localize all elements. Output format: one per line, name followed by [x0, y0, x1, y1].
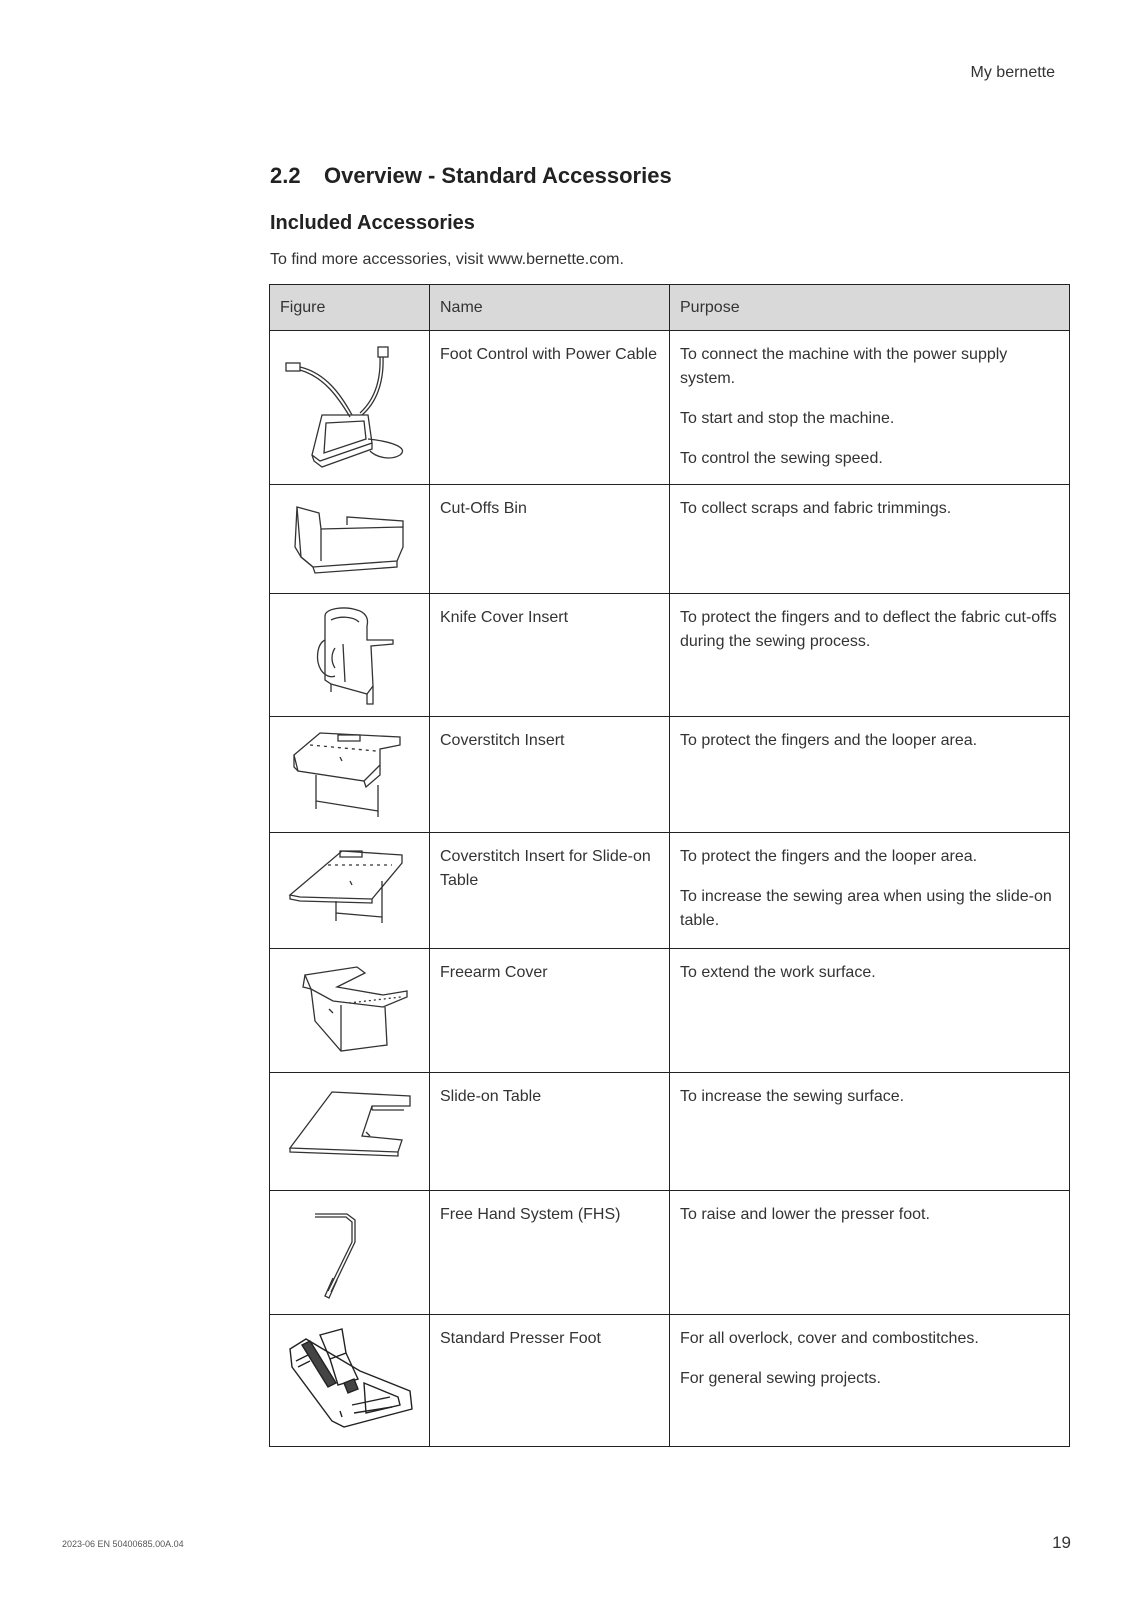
- foot-control-icon: [280, 343, 420, 473]
- table-row: [270, 717, 1070, 833]
- accessories-table: [269, 284, 1070, 1447]
- table-row: [270, 1073, 1070, 1191]
- page-number: 19: [1052, 1533, 1071, 1552]
- table-row: [270, 594, 1070, 717]
- section-number: 2.2: [270, 163, 301, 188]
- coverstitch-insert-slide-on-icon: [280, 841, 420, 941]
- figure-cell: [270, 1315, 430, 1447]
- figure-cell: [270, 594, 430, 717]
- accessory-name: Slide-on Table: [430, 1073, 670, 1191]
- purpose-line: For all overlock, cover and combostitches.: [680, 1330, 979, 1347]
- coverstitch-insert-icon: [280, 725, 420, 825]
- accessory-name: Standard Presser Foot: [430, 1315, 670, 1447]
- slide-on-table-icon: [280, 1082, 420, 1182]
- accessory-purpose: [670, 1191, 1070, 1315]
- header-purpose: Purpose: [670, 285, 1070, 331]
- accessory-name: Coverstitch Insert for Slide-on Table: [430, 833, 670, 949]
- table-row: [270, 949, 1070, 1073]
- accessory-name: Coverstitch Insert: [430, 717, 670, 833]
- accessory-purpose: [670, 594, 1070, 717]
- accessory-name: Free Hand System (FHS): [430, 1191, 670, 1315]
- accessory-purpose: [670, 717, 1070, 833]
- table-row: [270, 1191, 1070, 1315]
- table-row: [270, 1315, 1070, 1447]
- purpose-line: To protect the fingers and the looper area.: [680, 732, 978, 749]
- section-title: [270, 163, 672, 189]
- knife-cover-insert-icon: [295, 600, 405, 710]
- figure-cell: [270, 833, 430, 949]
- accessory-purpose: [670, 949, 1070, 1073]
- intro-text: To find more accessories, visit www.bernette.com.: [270, 251, 624, 268]
- accessory-purpose: [670, 331, 1070, 485]
- header-figure: Figure: [270, 285, 430, 331]
- purpose-line: To increase the sewing surface.: [680, 1088, 905, 1105]
- cut-offs-bin-icon: [285, 499, 415, 579]
- section-title-text: Overview - Standard Accessories: [324, 163, 672, 188]
- accessory-purpose: [670, 1073, 1070, 1191]
- table-row: [270, 331, 1070, 485]
- purpose-line: To connect the machine with the power supply system.: [680, 346, 1008, 387]
- purpose-line: For general sewing projects.: [680, 1370, 881, 1387]
- figure-cell: [270, 331, 430, 485]
- accessory-name: Knife Cover Insert: [430, 594, 670, 717]
- figure-cell: [270, 1073, 430, 1191]
- subsection-title: Included Accessories: [270, 212, 475, 234]
- accessory-purpose: [670, 1315, 1070, 1447]
- table-row: [270, 833, 1070, 949]
- accessory-purpose: [670, 833, 1070, 949]
- document-code: 2023-06 EN 50400685.00A.04: [62, 1539, 184, 1549]
- running-header: My bernette: [970, 64, 1055, 81]
- accessory-purpose: [670, 485, 1070, 594]
- purpose-line: To collect scraps and fabric trimmings.: [680, 500, 952, 517]
- purpose-line: To raise and lower the presser foot.: [680, 1206, 930, 1223]
- freearm-cover-icon: [285, 961, 415, 1061]
- standard-presser-foot-icon: [280, 1321, 420, 1441]
- figure-cell: [270, 717, 430, 833]
- accessory-name: Cut-Offs Bin: [430, 485, 670, 594]
- figure-cell: [270, 1191, 430, 1315]
- purpose-line: To increase the sewing area when using the slide-on table.: [680, 888, 1052, 929]
- purpose-line: To start and stop the machine.: [680, 410, 895, 427]
- header-name: Name: [430, 285, 670, 331]
- figure-cell: [270, 485, 430, 594]
- figure-cell: [270, 949, 430, 1073]
- purpose-line: To extend the work surface.: [680, 964, 876, 981]
- purpose-line: To protect the fingers and to deflect the fabric cut-offs during the sewing process.: [680, 609, 1057, 650]
- table-row: [270, 485, 1070, 594]
- table-header-row: [270, 285, 1070, 331]
- accessory-name: Freearm Cover: [430, 949, 670, 1073]
- accessory-name: Foot Control with Power Cable: [430, 331, 670, 485]
- free-hand-system-icon: [295, 1198, 405, 1308]
- purpose-line: To control the sewing speed.: [680, 450, 883, 467]
- purpose-line: To protect the fingers and the looper area.: [680, 848, 978, 865]
